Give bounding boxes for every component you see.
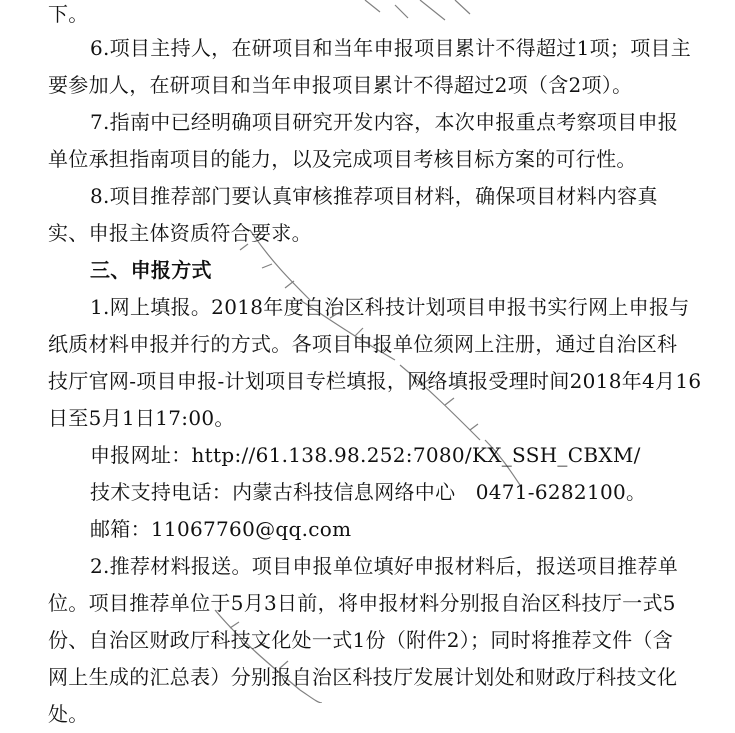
website-line: 申报网址：http://61.138.98.252:7080/KX_SSH_CBXM/: [90, 443, 641, 467]
text-line: 2.推荐材料报送。项目申报单位填好申报材料后，报送项目推荐单: [90, 554, 679, 578]
text-line: 下。: [48, 2, 89, 26]
text-line: 位。项目推荐单位于5月3日前，将申报材料分别报自治区科技厅一式5: [48, 591, 676, 615]
text-line: 7.指南中已经明确项目研究开发内容，本次申报重点考察项目申报: [90, 110, 679, 134]
phone-line: 技术支持电话：内蒙古科技信息网络中心 0471-6282100。: [90, 480, 647, 504]
text-line: 日至5月1日17:00。: [48, 406, 235, 430]
section-heading: 三、申报方式: [90, 258, 212, 282]
email-line: 邮箱：11067760@qq.com: [90, 517, 352, 541]
text-line: 处。: [48, 702, 89, 726]
text-line: 1.网上填报。2018年度自治区科技计划项目申报书实行网上申报与: [90, 295, 690, 319]
text-line: 网上生成的汇总表）分别报自治区科技厅发展计划处和财政厅科技文化: [48, 665, 678, 689]
text-line: 份、自治区财政厅科技文化处一式1份（附件2）；同时将推荐文件（含: [48, 628, 674, 652]
text-line: 8.项目推荐部门要认真审核推荐项目材料，确保项目材料内容真: [90, 184, 658, 208]
text-line: 纸质材料申报并行的方式。各项目申报单位须网上注册，通过自治区科: [48, 332, 678, 356]
text-line: 要参加人，在研项目和当年申报项目累计不得超过2项（含2项）。: [48, 73, 633, 97]
text-line: 技厅官网-项目申报-计划项目专栏填报，网络填报受理时间2018年4月16: [48, 369, 702, 393]
text-line: 6.项目主持人，在研项目和当年申报项目累计不得超过1项；项目主: [90, 36, 692, 60]
text-line: 实、申报主体资质符合要求。: [48, 221, 312, 245]
text-line: 单位承担指南项目的能力，以及完成项目考核目标方案的可行性。: [48, 147, 637, 171]
